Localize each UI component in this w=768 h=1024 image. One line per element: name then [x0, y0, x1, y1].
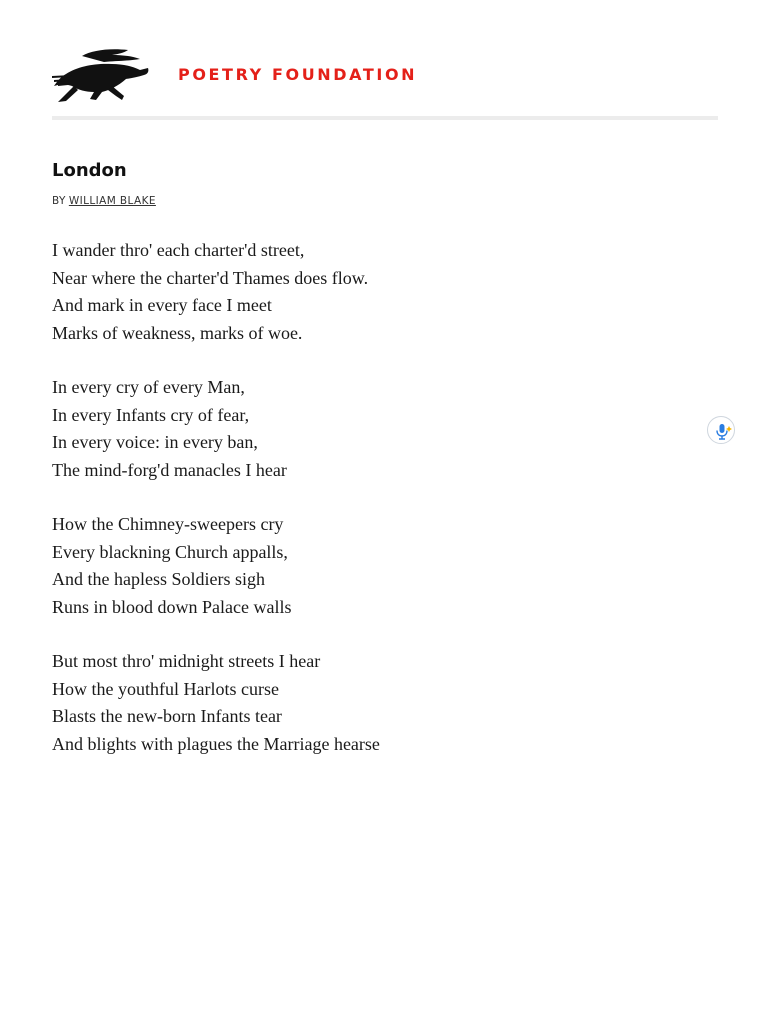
- poem-line: I wander thro' each charter'd street,: [52, 240, 305, 260]
- site-name: POETRY FOUNDATION: [178, 65, 418, 84]
- poem-title: London: [52, 160, 127, 181]
- poem-line: Blasts the new-born Infants tear: [52, 706, 282, 726]
- poem-line: In every voice: in every ban,: [52, 432, 258, 452]
- poem-line: Marks of weakness, marks of woe.: [52, 322, 303, 343]
- microphone-icon: [708, 417, 735, 444]
- poem-line: In every cry of every Man,: [52, 377, 245, 397]
- poem-line: And mark in every face I meet: [52, 295, 272, 315]
- poem-line: In every Infants cry of fear,: [52, 404, 250, 425]
- poem-body: [52, 237, 652, 785]
- byline-prefix: BY: [52, 195, 66, 207]
- poem-line: Every blackning Church appalls,: [52, 541, 288, 562]
- poem-line: Runs in blood down Palace walls: [52, 596, 292, 617]
- site-header: [52, 44, 718, 120]
- poem-line: The mind-forg'd manacles I hear: [52, 459, 287, 480]
- poem-line: And the hapless Soldiers sigh: [52, 569, 265, 589]
- poem-line: How the Chimney-sweepers cry: [52, 514, 284, 534]
- author-link[interactable]: WILLIAM BLAKE: [68, 195, 156, 207]
- stanza-1: [52, 237, 652, 347]
- stanza-2: [52, 374, 652, 484]
- stanza-3: [52, 511, 652, 621]
- poem-line: How the youthful Harlots curse: [52, 678, 279, 699]
- stanza-4: [52, 648, 652, 758]
- byline: [52, 195, 156, 207]
- pegasus-logo-icon: [52, 46, 152, 104]
- poem-line: And blights with plagues the Marriage hearse: [52, 733, 380, 754]
- poetry-foundation-logo-link[interactable]: [52, 44, 452, 106]
- voice-assistant-button[interactable]: [707, 416, 735, 444]
- poem-line: But most thro' midnight streets I hear: [52, 651, 321, 671]
- poem-line: Near where the charter'd Thames does flow.: [52, 267, 369, 288]
